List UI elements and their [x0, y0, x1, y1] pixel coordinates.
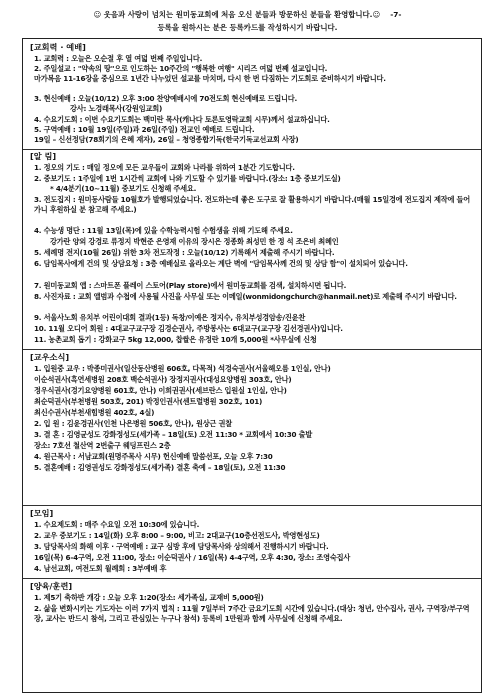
section-title-worship: [교회력 · 예배] — [30, 42, 86, 52]
section-divider — [23, 578, 481, 579]
notice-line: 2. 삶을 변화시키는 기도자는 이러 7가지 법칙 : 11월 7일부터 7주간 금요기도회 시간에 있습니다.(대상: 청년, 안수집사, 권사, 구역장/부구역장, 교사는 반드시 참석, 그리고 관심있는 누구나 참석) 등록비 1만원과 함께 사무실에 신청해 주세요. — [34, 604, 470, 623]
notice-line: 11. 농촌교회 돕기 : 강화교구 5kg 12,000, 찹쌀은 유정란 10개 5,000원 *사무실에 신청 — [34, 335, 317, 344]
page-number: -7- — [390, 10, 402, 19]
notice-line: 1. 수요제도회 : 매주 수요일 오전 10:30에 있습니다. — [34, 520, 200, 529]
notice-line: 16일(목) 6-4구역, 오전 11:00, 장소: 이순덕권사 / 16일(목) 4-4구역, 오후 4:30, 장소: 조영숙집사 — [34, 553, 351, 562]
section-title-training: [양육/훈련] — [30, 581, 73, 591]
notice-line: 최순덕권사(부천병원 503호, 201) 박정인권사(센트럴병원 302호, 101) — [34, 397, 263, 406]
notice-line: 2. 교우 중보기도 : 14일(화) 오후 8:00 – 9:00, 비고: 2대교구(10층선전도사, 박영현성도) — [34, 531, 320, 540]
notice-line: 4. 수능생 명단 : 11월 13일(목)에 있을 수학능력시험 수험생을 위해 기도해 주세요. — [34, 226, 293, 235]
section-title-members: [교우소식] — [30, 352, 70, 362]
notice-line: 4. 남선교회, 여전도회 월례회 : 3부예배 후 — [34, 564, 167, 573]
notice-line: 강사: 노경래목사(강원임교회) — [70, 104, 163, 113]
notice-line: 5. 결혼예배 : 김영권성도 강화정성도(세가족) 결혼 축예 – 18일(토), 오전 11:30 — [34, 463, 286, 472]
notice-line: 6. 담임목사에게 건의 및 상담요청 : 3층 예배실로 올라오는 계단 벽에 "담임목사께 건의 및 상담 함"이 설치되어 있습니다. — [34, 259, 408, 268]
notice-line: 이순석권사(흑연세병원 208호 백순석권사) 장정지권사(대성요양병원 303호, 안나) — [34, 375, 292, 384]
notice-line: 19일 – 신선정담(78회기의 은혜 재자), 26일 – 청영종합기독(한국기독교선교회 사장) — [34, 135, 299, 144]
notice-line: 2. 중보기도 : 1주일에 1번 1시간씩 교회에 나와 기도할 수 있기를 바랍니다.(장소: 1층 중보기도실) — [34, 174, 341, 183]
notice-line: 5. 구역예배 : 10월 19일(주일)과 26일(주일) 전교인 예배로 드립니다. — [34, 125, 255, 134]
notice-line: 1. 교회력 : 오늘은 오순절 후 열 여덟 번째 주일입니다. — [34, 54, 203, 63]
welcome-line: ☺ 웃음과 사랑이 넘치는 원미동교회에 처음 오신 분들과 방문하신 분들을 환영합니다.☺ — [93, 10, 381, 19]
section-divider — [23, 505, 481, 506]
notice-line: 3. 현신예배 : 오늘(10/12) 오후 3:00 찬양예배시에 70전도회 현신예배로 드립니다. — [34, 94, 298, 103]
notice-line: 10. 11월 오디어 회원 : 4대교구교구장 김경순권사, 주방봉사는 6대교구(교구장 김선경권사)입니다. — [34, 324, 343, 333]
notice-line: * 4/4분기(10~11월) 중보기도 신청해 주세요. — [50, 184, 197, 193]
notice-line: 3. 결 혼 : 김영균성도 강화정성도(세가족 – 18일(토) 오전 11:30 * 교회에서 10:30 출발 — [34, 430, 313, 439]
notice-line: 9. 서울사노회 유치부 어린이대회 결과(1등) 독창/이예은 정지수, 유치부성경암송/진윤찬 — [34, 313, 306, 322]
notice-line: 2. 입 원 : 김윤경권사(인천 나은병원 506호, 안나), 원상근 권찰 — [34, 419, 232, 428]
notice-line: 1. 제5기 축하반 개강 : 오늘 오후 1:20(장소: 세가족실, 교재비 5,000원) — [34, 593, 264, 602]
section-title-meetings: [모임] — [30, 508, 54, 518]
notice-line: 3. 담당목사의 화해 이후 · 구역예배 : 교구 심방 후에 담당목사와 상의해서 진행하시기 바랍니다. — [34, 542, 329, 551]
notice-line: 최신수권사(부천새힘병원 402호, 4실) — [34, 408, 155, 417]
page-header — [8, 8, 487, 34]
section-divider — [23, 349, 481, 350]
section-title-notices: [알 림] — [30, 151, 57, 161]
notice-line: 4. 수요기도회 : 이번 수요기도회는 백미란 목사(캐나다 토론토영락교회 시무)께서 설교하십니다. — [34, 115, 330, 124]
notice-line: 4. 원근목사 : 서남교회(원명주목사 시무) 헌신예배 말씀선포, 오늘 오후 7:30 — [34, 452, 273, 461]
notice-line: 7. 원미동교회 앱 : 스마트폰 플레이 스토어(Play store)에서 원미동교회를 검색, 설치하시면 됩니다. — [34, 281, 347, 290]
notice-line: 8. 사진자료 : 교회 앨범과 수첩에 사용될 사진을 사무실 또는 이메일(wonmidongchurch@hanmail.net)로 제출해 주시기 바랍니다. — [34, 292, 457, 301]
notice-line: 3. 전도집지 : 원미동사람들 10월호가 발행되었습니다. 전도하는데 좋은 도구로 잘 활용하시기 바랍니다.(매월 15일경에 전도집지 제작에 들어가니 후원하실 분 참고해 주세요.) — [34, 195, 471, 214]
notice-line: 2. 주일설교 : "약속의 땅"으로 인도하는 10주간의 "행복한 여행" 시리즈 여덟 번째 설교입니다. — [34, 64, 328, 73]
notice-line: 5. 세례명 전지(10월 26일) 위한 3차 전도작정 : 오늘(10/12) 기록해서 제출해 주시기 바랍니다. — [34, 248, 335, 257]
notice-line: 1. 정오의 기도 : 매일 정오에 모든 교우들이 교회와 나라를 위하여 1분간 기도합니다. — [34, 163, 295, 172]
registration-line: 등록을 원하시는 분은 등록카드를 작성하시기 바랍니다. — [157, 23, 338, 32]
section-divider — [23, 149, 481, 150]
notice-line: 1. 입원중 교우 : 박종미권사(일산동산병원 606호, 다목적) 석경숙권사(서울해오름 1인실, 안나) — [34, 364, 331, 373]
notice-line: 장소: 7호선 철산역 2번출구 웨딩프린스 2층 — [34, 441, 171, 450]
notice-line: 강가란 양외 강경로 류정지 박현준 은영재 이유의 장시은 정종화 최성민 한 정 석 조은비 최혜인 — [50, 237, 339, 246]
notice-line: 마가복음 11-16장을 중심으로 1년간 나누었던 설교를 마치며, 다시 한 번 다짐하는 기도회로 준비하시기 바랍니다. — [34, 74, 386, 83]
notice-line: 정우식권사(경기요양병원 601호, 안나) 이희권권사(세브란스 입원실 1인실, 안나) — [34, 386, 287, 395]
